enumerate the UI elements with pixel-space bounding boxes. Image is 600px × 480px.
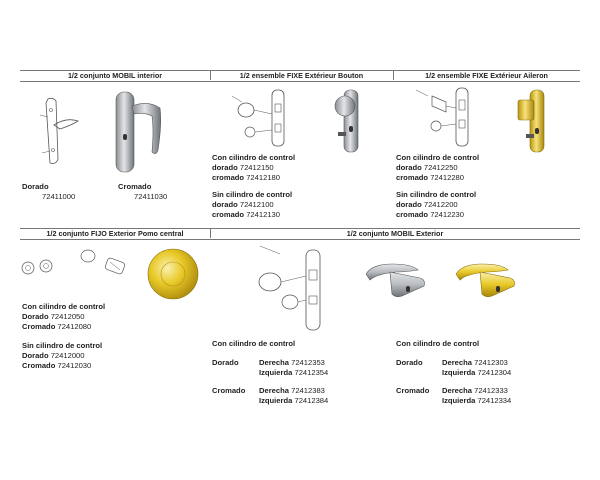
- con-cilindro-title: Con cilindro de control: [396, 339, 480, 348]
- sin-dorado-row: [212, 200, 274, 210]
- con-cromado-code: 72412180: [246, 173, 280, 182]
- con-cromado-code: 72412280: [430, 173, 464, 182]
- izquierda-label: Izquierda: [442, 368, 476, 377]
- dorado-izquierda-row: [259, 368, 328, 378]
- section-header-fixe-bouton: 1/2 ensemble FIXE Extérieur Bouton: [210, 70, 393, 82]
- sin-cromado-row: [22, 361, 91, 371]
- izquierda-code: 72412334: [477, 396, 512, 405]
- con-cilindro-title: Con cilindro de control: [22, 302, 106, 311]
- con-cromado-code: 72412080: [57, 322, 92, 331]
- con-cromado-label: cromado: [212, 173, 245, 182]
- cromado-label: Cromado: [212, 386, 246, 395]
- header-divider: [210, 228, 211, 238]
- izquierda-code: 72412304: [477, 368, 512, 377]
- cromado-label: Cromado: [396, 386, 430, 395]
- izquierda-label: Izquierda: [442, 396, 476, 405]
- dorado-derecha-row: [442, 358, 508, 368]
- sin-dorado-code: 72412100: [239, 200, 274, 209]
- exterior-lever-chrome-photo: [362, 256, 432, 304]
- con-dorado-row: [212, 163, 274, 173]
- sin-dorado-label: dorado: [212, 200, 238, 209]
- sin-cilindro-title: Sin cilindro de control: [22, 341, 103, 350]
- section-header-mobil-exterior: 1/2 conjunto MOBIL Exterior: [210, 228, 580, 240]
- izquierda-label: Izquierda: [259, 396, 293, 405]
- con-cilindro-title: Con cilindro de control: [396, 153, 480, 162]
- aileron-plate-gold-photo: [514, 86, 554, 156]
- izquierda-code: 72412384: [294, 396, 329, 405]
- con-cilindro-title: Con cilindro de control: [212, 339, 296, 348]
- con-dorado-label: dorado: [396, 163, 422, 172]
- derecha-label: Derecha: [442, 358, 472, 367]
- header-divider: [393, 70, 394, 80]
- knob-assembly-line-drawing: [228, 84, 298, 149]
- cromado-derecha-row: [259, 386, 325, 396]
- sin-dorado-row: [396, 200, 458, 210]
- derecha-code: 72412303: [474, 358, 508, 367]
- sin-cromado-label: cromado: [212, 210, 245, 219]
- knob-plate-chrome-photo: [330, 86, 370, 156]
- section-header-fixe-aileron: 1/2 ensemble FIXE Extérieur Aileron: [393, 70, 580, 82]
- section-header-mobil-interior: 1/2 conjunto MOBIL interior: [20, 70, 210, 82]
- cromado-derecha-row: [442, 386, 508, 396]
- con-dorado-code: 72412150: [239, 163, 274, 172]
- con-dorado-code: 72412050: [50, 312, 85, 321]
- con-dorado-label: dorado: [212, 163, 238, 172]
- con-cromado-label: cromado: [396, 173, 429, 182]
- derecha-label: Derecha: [259, 358, 289, 367]
- aileron-assembly-line-drawing: [412, 82, 482, 152]
- derecha-code: 72412333: [474, 386, 508, 395]
- exterior-lever-assembly-line-drawing: [240, 240, 340, 335]
- header-divider: [210, 70, 211, 80]
- sin-cilindro-title: Sin cilindro de control: [396, 190, 477, 199]
- exterior-lever-gold-photo: [452, 256, 522, 304]
- central-knob-gold-photo: [142, 246, 204, 302]
- sin-cromado-code: 72412030: [57, 361, 92, 370]
- sin-dorado-label: Dorado: [22, 351, 49, 360]
- sin-cromado-code: 72412130: [246, 210, 280, 219]
- con-dorado-code: 72412250: [423, 163, 458, 172]
- sin-cromado-label: cromado: [396, 210, 429, 219]
- cromado-label: Cromado: [118, 182, 152, 191]
- con-cromado-row: [22, 322, 91, 332]
- sin-cilindro-title: Sin cilindro de control: [212, 190, 293, 199]
- izquierda-label: Izquierda: [259, 368, 293, 377]
- izquierda-code: 72412354: [294, 368, 329, 377]
- derecha-label: Derecha: [442, 386, 472, 395]
- knob-parts-line-drawing: [18, 246, 133, 286]
- cromado-izquierda-row: [442, 396, 511, 406]
- dorado-label: Dorado: [396, 358, 423, 367]
- dorado-code: 72411000: [42, 192, 76, 201]
- derecha-code: 72412353: [291, 358, 325, 367]
- sin-cromado-row: [396, 210, 464, 220]
- con-dorado-row: [22, 312, 85, 322]
- sin-dorado-code: 72412000: [50, 351, 85, 360]
- dorado-label: Dorado: [22, 182, 49, 191]
- dorado-izquierda-row: [442, 368, 511, 378]
- sin-dorado-code: 72412200: [423, 200, 458, 209]
- dorado-derecha-row: [259, 358, 325, 368]
- lever-handle-line-drawing: [36, 95, 86, 170]
- derecha-label: Derecha: [259, 386, 289, 395]
- con-cromado-label: Cromado: [22, 322, 56, 331]
- con-dorado-label: Dorado: [22, 312, 49, 321]
- sin-cromado-row: [212, 210, 280, 220]
- sin-cromado-label: Cromado: [22, 361, 56, 370]
- con-cromado-row: [212, 173, 280, 183]
- dorado-label: Dorado: [212, 358, 239, 367]
- cromado-izquierda-row: [259, 396, 328, 406]
- sin-dorado-label: dorado: [396, 200, 422, 209]
- lever-handle-chrome-photo: [112, 90, 172, 175]
- derecha-code: 72412383: [291, 386, 325, 395]
- cromado-code: 72411030: [134, 192, 168, 201]
- sin-dorado-row: [22, 351, 85, 361]
- con-dorado-row: [396, 163, 458, 173]
- sin-cromado-code: 72412230: [430, 210, 464, 219]
- con-cilindro-title: Con cilindro de control: [212, 153, 296, 162]
- con-cromado-row: [396, 173, 464, 183]
- section-header-fijo-pomo: 1/2 conjunto FIJO Exterior Pomo central: [20, 228, 210, 240]
